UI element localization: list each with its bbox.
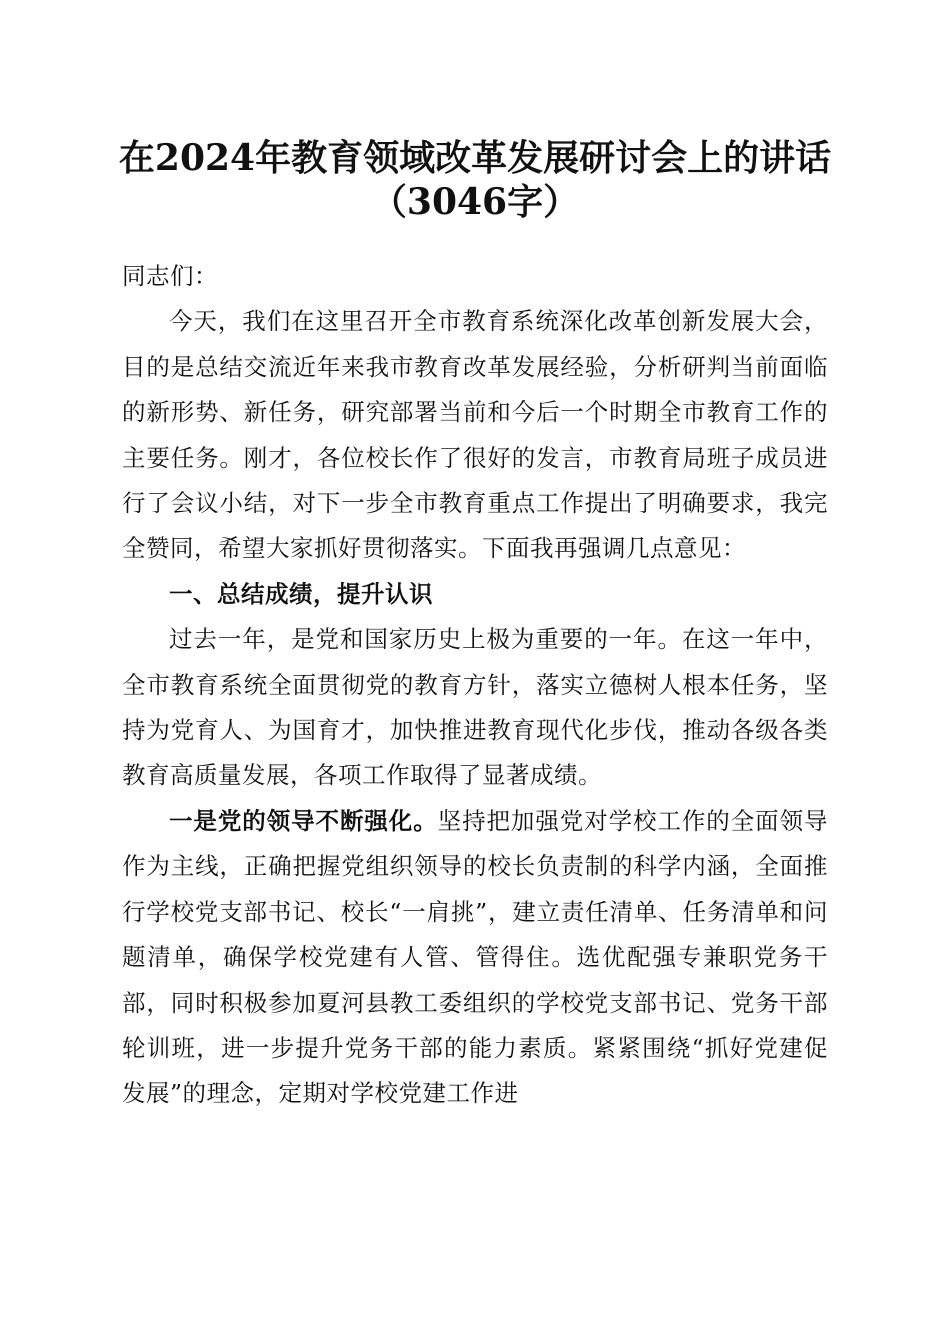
paragraph-review: 过去一年，是党和国家历史上极为重要的一年。在这一年中，全市教育系统全面贯彻党的教育方针，落实立德树人根本任务，坚持为党育人、为国育才，加快推进教育现代化步伐，推动各级各类教育高质量发展，各项工作取得了显著成绩。 <box>122 625 828 790</box>
title-line-1: 在2024年教育领域改革发展研讨会上的讲话 <box>118 137 832 179</box>
document-title <box>60 136 890 224</box>
paragraph-party-leadership <box>122 799 828 1117</box>
document-body <box>122 254 828 1117</box>
section-heading-1: 一、总结成绩，提升认识 <box>169 579 433 608</box>
paragraph-body-text: 坚持把加强党对学校工作的全面领导作为主线，正确把握党组织领导的校长负责制的科学内涵，全面推行学校党支部书记、校长“一肩挑”，建立责任清单、任务清单和问题清单，确保学校党建有人管、管得住。选优配强专兼职党务干部，同时积极参加夏河县教工委组织的学校党支部书记、党务干部轮训班，进一步提升党务干部的能力素质。紧紧围绕“抓好党建促发展”的理念，定期对学校党建工作进 <box>122 806 829 1108</box>
title-line-2: （3046字） <box>370 181 580 223</box>
paragraph-intro: 今天，我们在这里召开全市教育系统深化改革创新发展大会，目的是总结交流近年来我市教育改革发展经验，分析研判当前面临的新形势、新任务，研究部署当前和今后一个时期全市教育工作的主要任务。刚才，各位校长作了很好的发言，市教育局班子成员进行了会议小结，对下一步全市教育重点工作提出了明确要求，我完全赞同，希望大家抓好贯彻落实。下面我再强调几点意见： <box>122 307 828 563</box>
paragraph-lead-phrase: 一是党的领导不断强化。 <box>169 806 438 835</box>
salutation: 同志们： <box>122 262 218 290</box>
